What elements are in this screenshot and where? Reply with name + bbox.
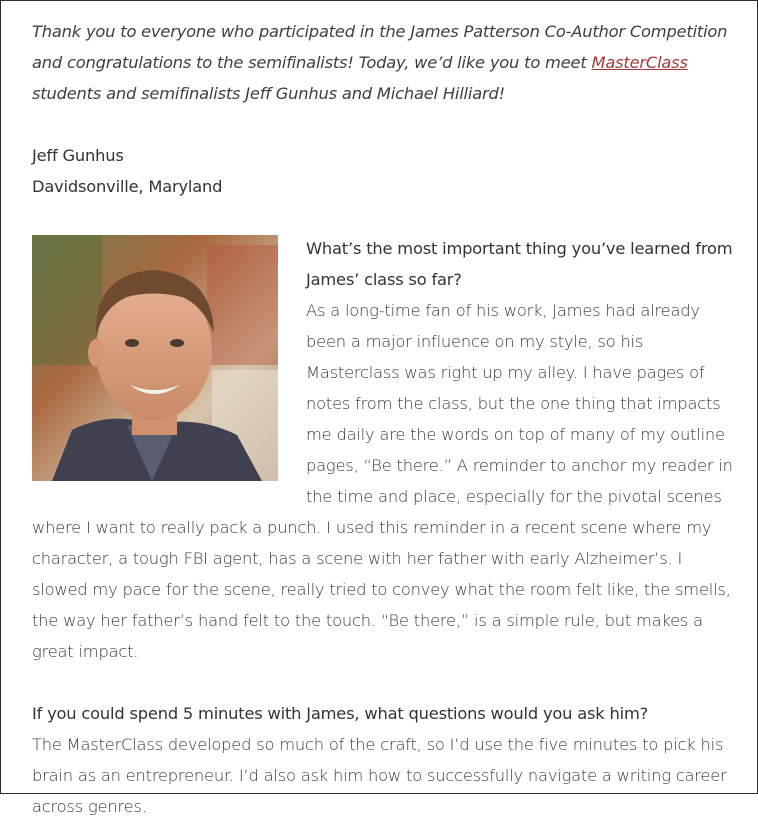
author-photo-illustration [32,235,278,481]
author-byline [32,140,737,202]
answer-1: As a long-time fan of his work, James had already been a major influence on my style, so his Masterclass was right up my alley. I have pages of notes from the class, but the one thing that impacts me daily are the words on top of many of my outline pages, “Be there.” A reminder to anchor my reader in the time and place, especially for the pivotal scenes where I want to really pack a punch. I used this reminder in a recent scene where my character, a tough FBI agent, has a scene with her father with early Alzheimer’s. I slowed my pace for the scene, really tried to convey what the room felt like, the smells, the way her father’s hand felt to the touch. “Be there,” is a simple rule, but makes a great impact. [32,301,733,661]
question-2: If you could spend 5 minutes with James, what questions would you ask him? [32,704,649,723]
article-content [32,16,737,822]
question-1: What’s the most important thing you’ve learned from James’ class so far? [306,239,733,289]
qa-section [32,233,737,822]
intro-paragraph [32,16,737,109]
answer-2: The MasterClass developed so much of the craft, so I’d use the five minutes to pick his brain as an entrepreneur. I’d also ask him how to successfully navigate a writing career across genres. [32,735,727,816]
intro-text-end: students and semifinalists Jeff Gunhus and Michael Hilliard! [32,84,505,103]
intro-text-start: Thank you to everyone who participated in the James Patterson Co-Author Competition and congratulations to the semifinalists! Today, we’d like you to meet [32,22,728,72]
author-photo [32,235,278,481]
paragraph-spacer [32,667,737,698]
qa-item-2 [32,698,737,822]
author-name: Jeff Gunhus [32,146,124,165]
author-location: Davidsonville, Maryland [32,177,223,196]
masterclass-link[interactable]: MasterClass [591,53,688,72]
